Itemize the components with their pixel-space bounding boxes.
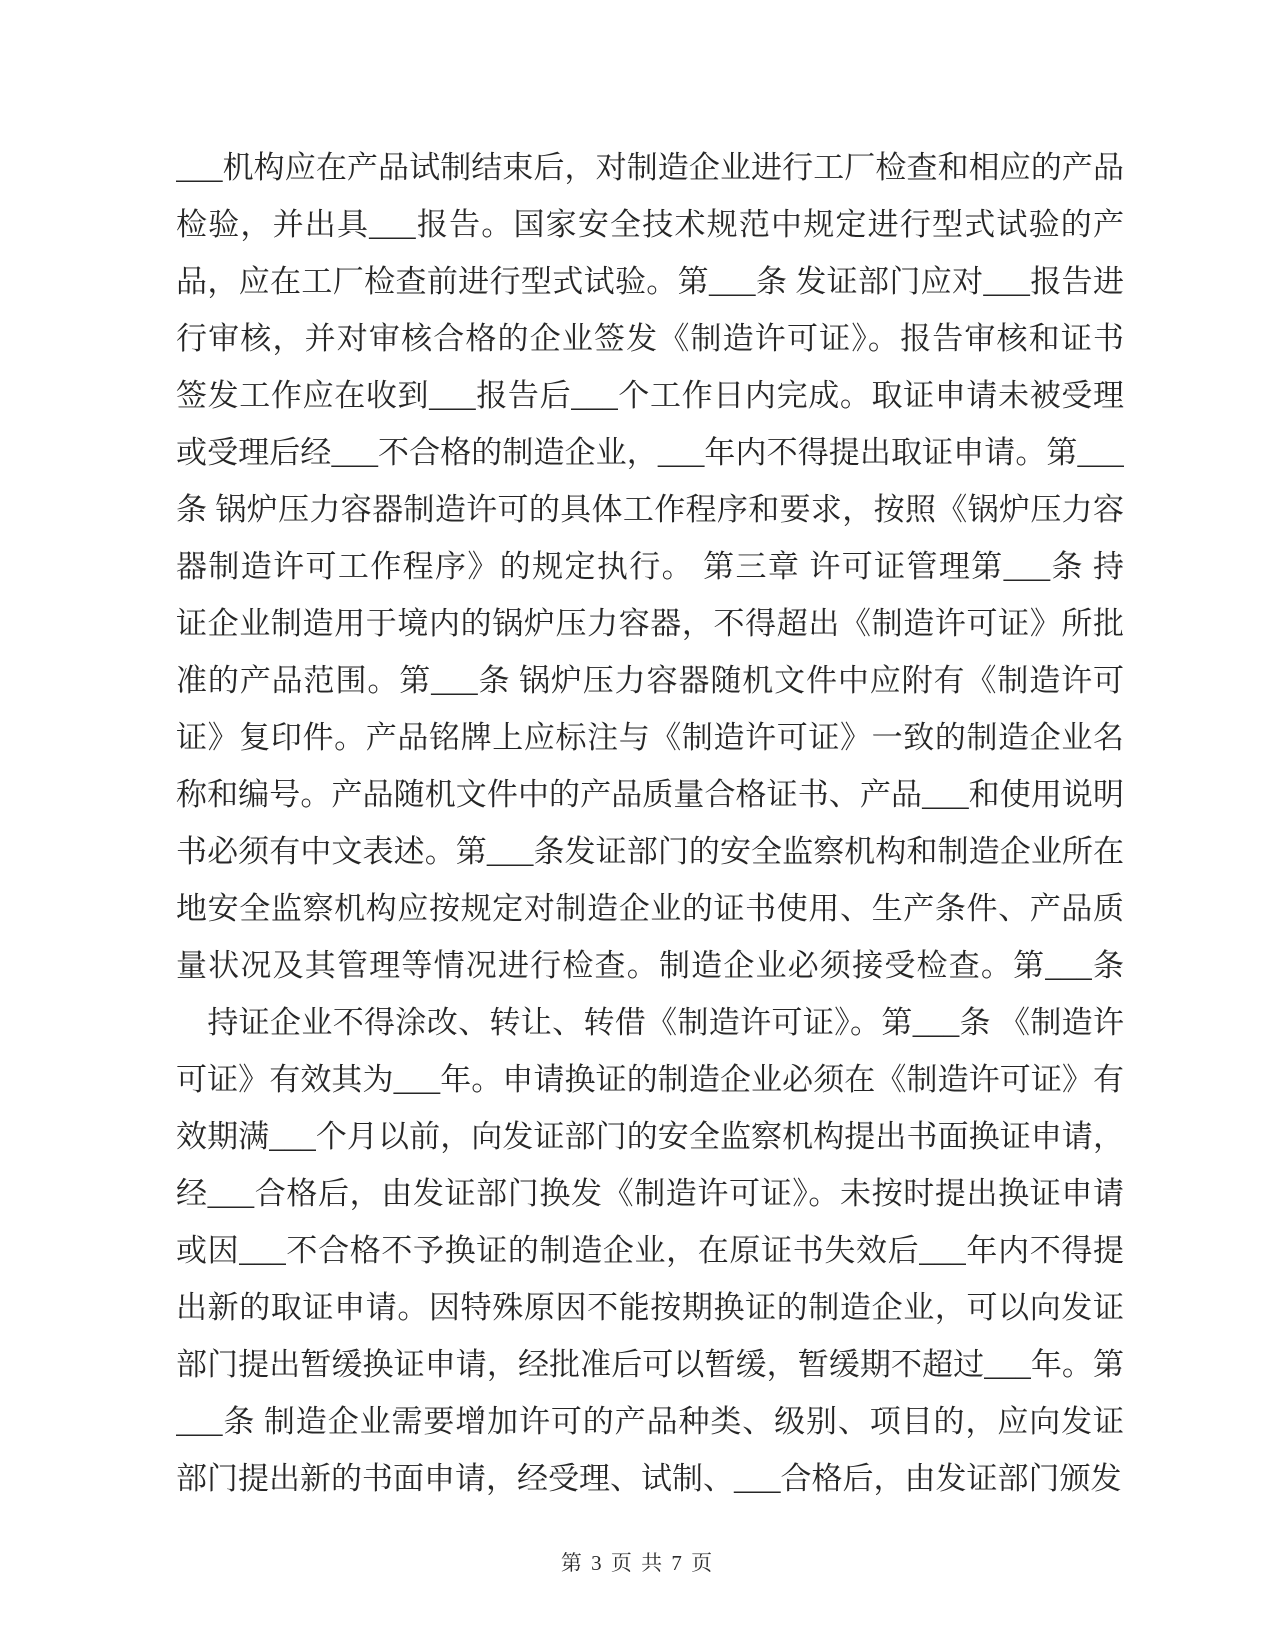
text-line: 持证企业不得涂改、转让、转借《制造许可证》。第___条 《制造许 bbox=[176, 1005, 1124, 1040]
text-line: 准的产品范围。第___条 锅炉压力容器随机文件中应附有《制造许可 bbox=[176, 663, 1124, 698]
text-line: 品，应在工厂检查前进行型式试验。第___条 发证部门应对___报告进 bbox=[176, 264, 1124, 299]
text-line: 出新的取证申请。因特殊原因不能按期换证的制造企业，可以向发证 bbox=[176, 1290, 1124, 1325]
text-line: ___机构应在产品试制结束后，对制造企业进行工厂检查和相应的产品 bbox=[176, 150, 1124, 185]
text-line: 条 锅炉压力容器制造许可的具体工作程序和要求，按照《锅炉压力容 bbox=[176, 492, 1124, 527]
text-line: 部门提出暂缓换证申请，经批准后可以暂缓，暂缓期不超过___年。第 bbox=[176, 1347, 1124, 1382]
text-line: 器制造许可工作程序》的规定执行。 第三章 许可证管理第___条 持 bbox=[176, 549, 1124, 584]
text-line: 部门提出新的书面申请，经受理、试制、___合格后，由发证部门颁发 bbox=[176, 1461, 1122, 1496]
text-line: 可证》有效其为___年。申请换证的制造企业必须在《制造许可证》有 bbox=[176, 1062, 1124, 1097]
text-line: 地安全监察机构应按规定对制造企业的证书使用、生产条件、产品质 bbox=[176, 891, 1124, 926]
text-line: 或受理后经___不合格的制造企业，___年内不得提出取证申请。第___ bbox=[176, 435, 1124, 470]
text-line: 效期满___个月以前，向发证部门的安全监察机构提出书面换证申请， bbox=[176, 1119, 1124, 1154]
text-line: 量状况及其管理等情况进行检查。制造企业必须接受检查。第___条 bbox=[176, 948, 1124, 983]
text-line: 证企业制造用于境内的锅炉压力容器，不得超出《制造许可证》所批 bbox=[176, 606, 1124, 641]
text-line: 经___合格后，由发证部门换发《制造许可证》。未按时提出换证申请 bbox=[176, 1176, 1124, 1211]
text-line: 证》复印件。产品铭牌上应标注与《制造许可证》一致的制造企业名 bbox=[176, 720, 1124, 755]
text-line: 行审核，并对审核合格的企业签发《制造许可证》。报告审核和证书 bbox=[176, 321, 1124, 356]
text-line: 或因___不合格不予换证的制造企业，在原证书失效后___年内不得提 bbox=[176, 1233, 1124, 1268]
text-line: 签发工作应在收到___报告后___个工作日内完成。取证申请未被受理 bbox=[176, 378, 1124, 413]
footer-page-number: 第 3 页 共 7 页 bbox=[560, 1551, 715, 1575]
text-line: ___条 制造企业需要增加许可的产品种类、级别、项目的，应向发证 bbox=[176, 1404, 1124, 1439]
text-line: 检验，并出具___报告。国家安全技术规范中规定进行型式试验的产 bbox=[176, 207, 1124, 242]
text-line: 书必须有中文表述。第___条发证部门的安全监察机构和制造企业所在 bbox=[176, 834, 1124, 869]
text-line: 称和编号。产品随机文件中的产品质量合格证书、产品___和使用说明 bbox=[176, 777, 1124, 812]
document-body-text bbox=[176, 139, 1124, 1507]
